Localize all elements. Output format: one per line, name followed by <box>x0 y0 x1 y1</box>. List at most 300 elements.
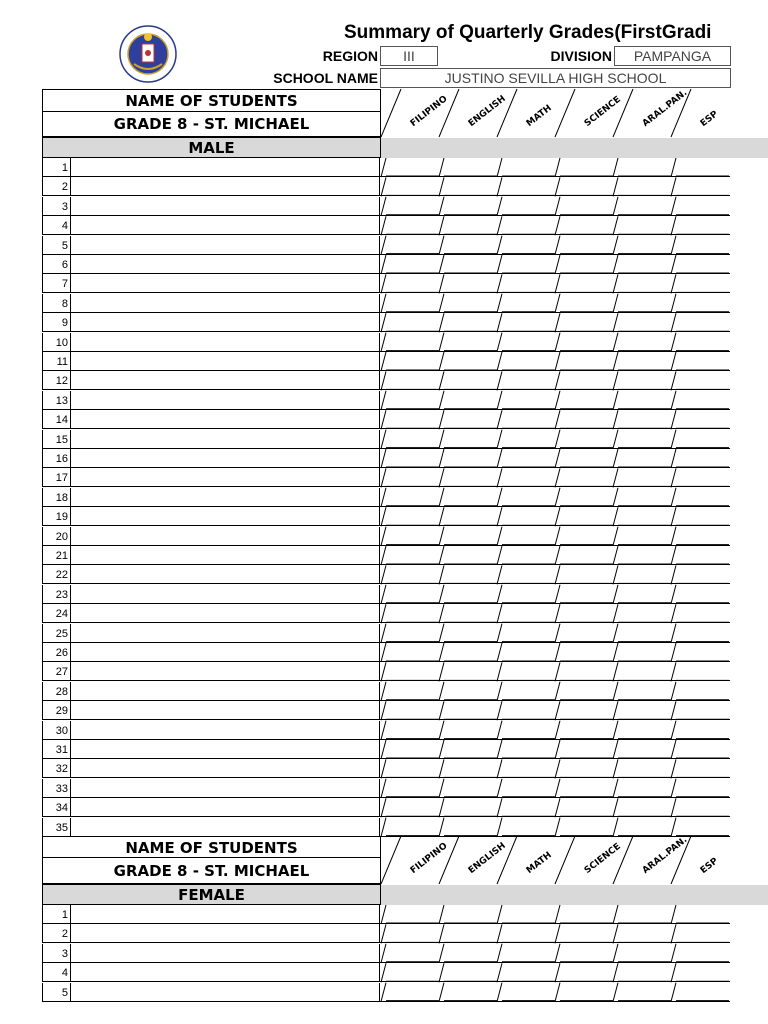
grade-cell-slash <box>555 818 560 837</box>
subject-header-slash <box>555 89 575 137</box>
grade-cell-slash <box>439 818 444 837</box>
grade-cell-slash <box>555 507 560 526</box>
grade-cell-slash <box>671 527 676 546</box>
grade-cell-slash <box>497 924 502 943</box>
grade-cell-slash <box>497 546 502 565</box>
grade-cell-slash <box>439 410 444 429</box>
grade-cell-slash <box>439 905 444 924</box>
grade-cell-slash <box>555 721 560 740</box>
grade-cell-slash <box>671 721 676 740</box>
subject-math: MATH <box>524 850 554 876</box>
grade-cell-slash <box>497 313 502 332</box>
grade-cell-slash <box>555 759 560 778</box>
grade-cell-slash <box>439 798 444 817</box>
grade-cell-slash <box>613 740 618 759</box>
grade-cell-slash <box>439 430 444 449</box>
row-number: 1 <box>42 905 71 924</box>
female-name-heading: NAME OF STUDENTS <box>42 836 381 858</box>
grade-cell-slash <box>555 255 560 274</box>
grade-cell-slash <box>381 488 386 507</box>
grade-cell-slash <box>555 294 560 313</box>
grade-cell-slash <box>439 585 444 604</box>
grade-cell-slash <box>671 197 676 216</box>
grade-cell-slash <box>497 371 502 390</box>
grade-cell-slash <box>555 905 560 924</box>
grade-cell-slash <box>439 624 444 643</box>
division-label: DIVISION <box>550 48 612 64</box>
grade-cell-slash <box>613 449 618 468</box>
grade-cell-slash <box>613 604 618 623</box>
grade-cell-slash <box>671 449 676 468</box>
grade-cell-slash <box>497 255 502 274</box>
grade-cell-slash <box>497 682 502 701</box>
grade-cell-slash <box>381 449 386 468</box>
grade-cell-slash <box>671 963 676 982</box>
grade-cell-slash <box>613 662 618 681</box>
grade-cell-slash <box>381 158 386 177</box>
subject-aral-pan: ARAL.PAN. <box>640 835 690 876</box>
grade-cell-slash <box>497 983 502 1002</box>
grade-cell-slash <box>613 158 618 177</box>
row-number: 16 <box>42 449 71 468</box>
grade-cell-slash <box>439 488 444 507</box>
row-number: 34 <box>42 798 71 817</box>
subject-science: SCIENCE <box>582 94 623 129</box>
grade-cell-slash <box>381 818 386 837</box>
grade-cell-slash <box>381 565 386 584</box>
grade-cell-slash <box>671 507 676 526</box>
grade-cell-slash <box>439 643 444 662</box>
row-number: 14 <box>42 410 71 429</box>
grade-cell-slash <box>671 944 676 963</box>
grade-cell-slash <box>671 604 676 623</box>
row-number: 23 <box>42 585 71 604</box>
grade-cell-slash <box>613 944 618 963</box>
grade-cell-slash <box>497 197 502 216</box>
grade-cell-slash <box>381 255 386 274</box>
grade-cell-slash <box>613 643 618 662</box>
grade-cell-slash <box>439 565 444 584</box>
grade-cell-slash <box>381 779 386 798</box>
subject-header-slash <box>555 836 575 884</box>
subject-header-slash <box>439 836 459 884</box>
row-number: 30 <box>42 721 71 740</box>
grade-cell-slash <box>555 216 560 235</box>
grade-cell-slash <box>671 177 676 196</box>
grade-cell-slash <box>497 177 502 196</box>
subject-header-slash <box>613 89 633 137</box>
grade-cell-slash <box>497 216 502 235</box>
grade-cell-slash <box>671 740 676 759</box>
grade-cell-slash <box>613 352 618 371</box>
grade-cell-slash <box>381 274 386 293</box>
grade-cell-slash <box>613 371 618 390</box>
row-number: 8 <box>42 294 71 313</box>
grade-cell-slash <box>497 565 502 584</box>
grade-cell-slash <box>439 527 444 546</box>
grade-cell-slash <box>555 944 560 963</box>
row-number: 13 <box>42 391 71 410</box>
grade-cell-slash <box>555 604 560 623</box>
grade-cell-slash <box>381 983 386 1002</box>
grade-cell-slash <box>381 963 386 982</box>
grade-cell-slash <box>555 468 560 487</box>
grade-cell-slash <box>613 197 618 216</box>
grade-cell-slash <box>381 701 386 720</box>
row-number: 31 <box>42 740 71 759</box>
grade-cell-slash <box>613 333 618 352</box>
grade-cell-slash <box>439 391 444 410</box>
grade-cell-slash <box>497 391 502 410</box>
grade-cell-slash <box>497 779 502 798</box>
grade-cell-slash <box>439 983 444 1002</box>
grade-cell-slash <box>555 565 560 584</box>
grade-cell-slash <box>381 798 386 817</box>
row-number: 29 <box>42 701 71 720</box>
grade-cell-slash <box>671 662 676 681</box>
grade-cell-slash <box>439 944 444 963</box>
grade-cell-slash <box>439 468 444 487</box>
grade-cell-slash <box>497 430 502 449</box>
grade-cell-slash <box>439 546 444 565</box>
grade-cell-slash <box>555 701 560 720</box>
grade-cell-slash <box>671 924 676 943</box>
grade-cell-slash <box>497 158 502 177</box>
grade-cell-slash <box>671 798 676 817</box>
grade-cell-slash <box>671 546 676 565</box>
grade-cell-slash <box>555 410 560 429</box>
row-number: 5 <box>42 236 71 255</box>
subject-header-slash <box>497 89 517 137</box>
grade-cell-slash <box>497 527 502 546</box>
grade-cell-slash <box>613 294 618 313</box>
grade-cell-slash <box>555 662 560 681</box>
grade-cell-slash <box>497 818 502 837</box>
grade-cell-slash <box>671 779 676 798</box>
grade-cell-slash <box>671 682 676 701</box>
row-number: 28 <box>42 682 71 701</box>
grade-cell-slash <box>555 313 560 332</box>
row-number: 15 <box>42 430 71 449</box>
region-value: III <box>380 46 438 66</box>
grade-cell-slash <box>555 924 560 943</box>
grade-cell-slash <box>381 944 386 963</box>
grade-cell-slash <box>613 391 618 410</box>
grade-cell-slash <box>381 905 386 924</box>
subject-header-slash <box>671 836 691 884</box>
row-number: 4 <box>42 216 71 235</box>
grade-cell-slash <box>439 371 444 390</box>
grade-cell-slash <box>613 759 618 778</box>
grade-cell-slash <box>555 983 560 1002</box>
row-number: 21 <box>42 546 71 565</box>
grade-cell-slash <box>555 352 560 371</box>
grade-cell-slash <box>555 177 560 196</box>
grade-cell-slash <box>671 371 676 390</box>
grade-cell-slash <box>497 236 502 255</box>
row-number: 11 <box>42 352 71 371</box>
grade-cell-slash <box>613 507 618 526</box>
grade-cell-slash <box>555 798 560 817</box>
grade-cell-slash <box>381 721 386 740</box>
row-number: 3 <box>42 197 71 216</box>
school-name-value: JUSTINO SEVILLA HIGH SCHOOL <box>380 68 731 88</box>
row-number: 33 <box>42 779 71 798</box>
page-title: Summary of Quarterly Grades(FirstGradi <box>344 22 712 43</box>
subject-filipino: FILIPINO <box>408 94 450 129</box>
grade-cell-slash <box>381 924 386 943</box>
row-number: 25 <box>42 624 71 643</box>
grade-cell-slash <box>671 759 676 778</box>
grade-cell-slash <box>439 333 444 352</box>
grade-cell-slash <box>497 488 502 507</box>
grade-cell-slash <box>613 274 618 293</box>
grade-cell-slash <box>497 604 502 623</box>
grade-cell-slash <box>497 468 502 487</box>
male-grade-heading: GRADE 8 - ST. MICHAEL <box>42 111 381 137</box>
grade-cell-slash <box>613 313 618 332</box>
grade-cell-slash <box>671 818 676 837</box>
grade-cell-slash <box>613 488 618 507</box>
grade-cell-slash <box>613 721 618 740</box>
grade-cell-slash <box>671 391 676 410</box>
grade-cell-slash <box>671 255 676 274</box>
row-number: 9 <box>42 313 71 332</box>
grade-cell-slash <box>613 924 618 943</box>
grade-cell-slash <box>555 371 560 390</box>
grade-cell-slash <box>381 759 386 778</box>
grade-cell-slash <box>671 585 676 604</box>
grade-cell-slash <box>497 624 502 643</box>
region-label: REGION <box>322 48 378 64</box>
subject-header-slash <box>381 836 401 884</box>
grade-cell-slash <box>439 449 444 468</box>
grade-cell-slash <box>613 565 618 584</box>
school-name-label: SCHOOL NAME <box>273 70 378 86</box>
grade-cell-slash <box>381 662 386 681</box>
row-number: 27 <box>42 662 71 681</box>
row-number: 7 <box>42 274 71 293</box>
grade-cell-slash <box>439 236 444 255</box>
grade-cell-slash <box>613 682 618 701</box>
grade-cell-slash <box>439 701 444 720</box>
grade-cell-slash <box>381 197 386 216</box>
row-number: 19 <box>42 507 71 526</box>
grade-cell-slash <box>439 255 444 274</box>
grade-cell-slash <box>555 624 560 643</box>
row-number: 1 <box>42 158 71 177</box>
grade-cell-slash <box>439 924 444 943</box>
grade-cell-slash <box>671 410 676 429</box>
grade-cell-slash <box>439 294 444 313</box>
grade-cell-slash <box>439 197 444 216</box>
grade-cell-slash <box>555 333 560 352</box>
grade-cell-slash <box>497 721 502 740</box>
subject-filipino: FILIPINO <box>408 841 450 876</box>
grade-cell-slash <box>613 963 618 982</box>
grade-cell-slash <box>381 216 386 235</box>
grade-cell-slash <box>497 449 502 468</box>
subject-esp: ESP <box>698 856 721 876</box>
grade-cell-slash <box>613 546 618 565</box>
row-number: 32 <box>42 759 71 778</box>
subject-header-slash <box>497 836 517 884</box>
division-value: PAMPANGA <box>614 46 731 66</box>
subject-header-slash <box>381 89 401 137</box>
grade-cell-slash <box>555 963 560 982</box>
grade-cell-slash <box>555 779 560 798</box>
grade-cell-slash <box>555 274 560 293</box>
grade-cell-slash <box>381 410 386 429</box>
grade-cell-slash <box>439 507 444 526</box>
grade-cell-slash <box>555 527 560 546</box>
grade-cell-slash <box>439 779 444 798</box>
grade-cell-slash <box>671 274 676 293</box>
grade-cell-slash <box>613 527 618 546</box>
grade-cell-slash <box>555 430 560 449</box>
female-gender-heading: FEMALE <box>42 884 381 905</box>
grade-cell-slash <box>671 216 676 235</box>
grade-cell-slash <box>381 546 386 565</box>
row-number: 20 <box>42 527 71 546</box>
grade-cell-slash <box>439 274 444 293</box>
grade-cell-slash <box>613 430 618 449</box>
grade-cell-slash <box>497 410 502 429</box>
grade-cell-slash <box>439 759 444 778</box>
grade-cell-slash <box>613 255 618 274</box>
subject-math: MATH <box>524 103 554 129</box>
grade-cell-slash <box>555 449 560 468</box>
grade-cell-slash <box>439 216 444 235</box>
male-gender-heading: MALE <box>42 137 381 158</box>
grade-cell-slash <box>439 158 444 177</box>
grade-cell-slash <box>613 701 618 720</box>
grade-cell-slash <box>613 216 618 235</box>
grade-cell-slash <box>381 507 386 526</box>
row-number: 6 <box>42 255 71 274</box>
grade-cell-slash <box>381 177 386 196</box>
subject-header-slash <box>439 89 459 137</box>
grade-cell-slash <box>613 798 618 817</box>
grade-cell-slash <box>497 643 502 662</box>
row-number: 22 <box>42 565 71 584</box>
grade-cell-slash <box>497 944 502 963</box>
grade-cell-slash <box>381 682 386 701</box>
grade-cell-slash <box>613 624 618 643</box>
grade-cell-slash <box>439 963 444 982</box>
subject-esp: ESP <box>698 109 721 129</box>
grade-cell-slash <box>613 585 618 604</box>
row-number: 2 <box>42 924 71 943</box>
grade-cell-slash <box>381 430 386 449</box>
grade-cell-slash <box>439 604 444 623</box>
grade-cell-slash <box>497 294 502 313</box>
grade-cell-slash <box>381 352 386 371</box>
grade-cell-slash <box>671 905 676 924</box>
row-number: 17 <box>42 468 71 487</box>
grade-cell-slash <box>613 905 618 924</box>
grade-cell-slash <box>555 585 560 604</box>
grade-cell-slash <box>671 430 676 449</box>
grade-cell-slash <box>555 740 560 759</box>
grade-cell-slash <box>613 779 618 798</box>
grade-cell-slash <box>555 682 560 701</box>
male-name-heading: NAME OF STUDENTS <box>42 89 381 112</box>
row-number: 3 <box>42 944 71 963</box>
grade-cell-slash <box>671 468 676 487</box>
grade-cell-slash <box>497 352 502 371</box>
grade-cell-slash <box>613 236 618 255</box>
grade-cell-slash <box>671 294 676 313</box>
grade-cell-slash <box>381 740 386 759</box>
grade-cell-slash <box>555 643 560 662</box>
grade-cell-slash <box>613 410 618 429</box>
grade-cell-slash <box>671 624 676 643</box>
grade-cell-slash <box>381 527 386 546</box>
grade-cell-slash <box>381 371 386 390</box>
grade-cell-slash <box>381 624 386 643</box>
row-number: 10 <box>42 333 71 352</box>
row-number: 4 <box>42 963 71 982</box>
subject-english: ENGLISH <box>466 840 508 876</box>
grade-cell-slash <box>671 488 676 507</box>
grade-cell-slash <box>671 313 676 332</box>
row-number: 12 <box>42 371 71 390</box>
grade-cell-slash <box>671 158 676 177</box>
grade-cell-slash <box>555 236 560 255</box>
grade-cell-slash <box>555 488 560 507</box>
female-grade-heading: GRADE 8 - ST. MICHAEL <box>42 857 381 884</box>
grade-cell-slash <box>555 158 560 177</box>
row-number: 26 <box>42 643 71 662</box>
grade-cell-slash <box>381 604 386 623</box>
grade-cell-slash <box>555 546 560 565</box>
grade-cell-slash <box>439 177 444 196</box>
grade-cell-slash <box>497 274 502 293</box>
subject-header-slash <box>671 89 691 137</box>
grade-cell-slash <box>497 905 502 924</box>
grade-cell-slash <box>497 662 502 681</box>
grade-cell-slash <box>497 798 502 817</box>
grade-cell-slash <box>439 740 444 759</box>
grade-cell-slash <box>497 333 502 352</box>
grade-cell-slash <box>497 740 502 759</box>
row-number: 5 <box>42 983 71 1002</box>
grade-cell-slash <box>381 294 386 313</box>
grade-cell-slash <box>381 643 386 662</box>
grade-cell-slash <box>497 585 502 604</box>
subject-aral-pan: ARAL.PAN. <box>640 88 690 129</box>
grade-cell-slash <box>381 585 386 604</box>
grade-cell-slash <box>439 682 444 701</box>
grade-cell-slash <box>671 333 676 352</box>
row-number: 2 <box>42 177 71 196</box>
grade-cell-slash <box>497 963 502 982</box>
grade-cell-slash <box>671 352 676 371</box>
grade-cell-slash <box>439 662 444 681</box>
grade-cell-slash <box>613 177 618 196</box>
row-number: 35 <box>42 818 71 837</box>
grade-cell-slash <box>381 236 386 255</box>
grade-cell-slash <box>671 983 676 1002</box>
grade-cell-slash <box>613 468 618 487</box>
subject-header-slash <box>613 836 633 884</box>
grade-cell-slash <box>497 759 502 778</box>
grade-cell-slash <box>671 701 676 720</box>
subject-english: ENGLISH <box>466 93 508 129</box>
grade-cell-slash <box>381 468 386 487</box>
grade-cell-slash <box>439 313 444 332</box>
